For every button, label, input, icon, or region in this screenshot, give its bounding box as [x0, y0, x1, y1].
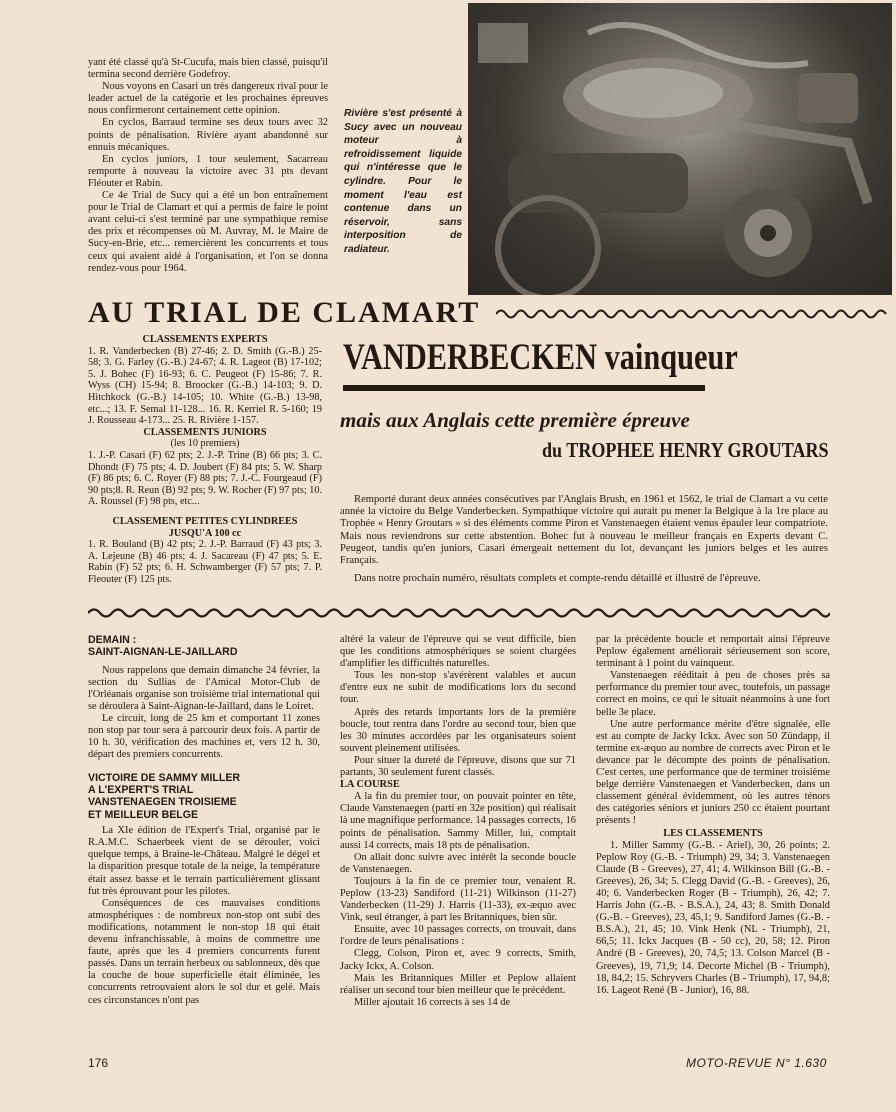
headline: VANDERBECKEN vainqueur: [343, 337, 738, 378]
article-paragraph: Miller ajoutait 16 corrects à ses 14 de: [354, 996, 511, 1008]
petites-results: 1. R. Bouland (B) 42 pts; 2. J.-P. Barraud (F) 43 pts; 3. A. Lejeune (B) 46 pts; 4. J. Sacareau (F) 47 pts; 5. E. Rabin (F) 52 pts; 6. H. Schwamberger (F) 57 pts; 7. P. Fleouter (F) 125 pts.: [88, 539, 322, 585]
article-paragraph: Mais les Britanniques Miller et Peplow allaient réaliser un second tour bien meilleur que le précédent.: [340, 972, 576, 996]
lead-paragraph: Remporté durant deux années consécutives par l'Anglais Brush, en 1961 et 1562, le trial de Clamart a vu cette année la victoire du Belge Vanderbecken. Sympathique victoire qui aurait pu mener la Belgique à la 1re place au Trophée « Henry Groutars » si des éléments comme Piron et Vanstenaegen étaient venus épauler leur compatriote. Mais nous reviendrons sur cette abstention. Bohec fut à nouveau le meilleur français en Experts devant C. Peugeot, tandis qu'en juniors, Casari émergeait nettement du lot, devançant les juniors belges et les autres Français.: [340, 494, 828, 567]
article-paragraph: Le circuit, long de 25 km et comportant 11 zones non stop par tour sera à parcourir deux fois. A partir de 10 h. 30, vérification des machines et, vers 12 h. 30, départ des premiers concurrents.: [88, 713, 320, 761]
article-paragraph: Une autre performance mérite d'être signalée, elle est au compte de Jacky Ickx. Avec son 50 Zündapp, il termine ex-æquo au nombre de corrects avec Piron et le devance par le décompte des points de pénalisation. C'est certes, une performance que de terminer troisième belge derrière Vanstenaegen et Vanderbecken, dans un classement général évidemment, où les autres ténors des catégories séniors et juniors 250 cc étaient pourtant présents !: [596, 718, 830, 827]
article-paragraph: Clegg, Colson, Piron et, avec 9 corrects, Smith, Jacky Ickx, A. Colson.: [340, 948, 576, 972]
article-paragraph: On allait donc suivre avec intérêt la seconde boucle de Vanstenaegen.: [340, 851, 576, 875]
juniors-results: 1. J.-P. Casari (F) 62 pts; 2. J.-P. Trine (B) 66 pts; 3. C. Dhondt (F) 75 pts; 4. D. Joubert (F) 84 pts; 5. W. Sharp (F) 86 pts; 6. C. Royer (F) 88 pts; 7. J.-C. Fourgeaud (F) 90 pts;8. R. Reun (B) 92 pts; 9. W. Rocher (F) 97 pts; 10. A. Roussel (F) 98 pts, etc...: [88, 449, 322, 508]
lead-text: [340, 494, 828, 585]
article-paragraph: Ensuite, avec 10 passages corrects, on trouvait, dans l'ordre de leurs pénalisations :: [340, 924, 576, 948]
article-paragraph: Vanstenaegen rééditait à peu de choses près sa performance du premier tour avec, toutefois, un passage correct en moins, ce qui le situait néanmoins à une fort belle 3e place.: [596, 670, 830, 718]
article-heading: SAINT-AIGNAN-LE-JAILLARD: [88, 646, 238, 659]
headline-rule: [343, 385, 705, 391]
photo-caption: Rivière s'est présenté à Sucy avec un nouveau moteur à refroidissement liquide qui n'intéresse que le cylindre. Pour le moment l'eau est contenue dans un réservoir, sans interposition de radiateur.: [344, 108, 462, 255]
intro-paragraph: Ce 4e Trial de Sucy qui a été un bon entraînement pour le Trial de Clamart et qui a permis de faire le point avant celui-ci s'est terminé par une sympathique remise des prix et récompenses où M. Auvray, M. le Maire de Sucy-en-Brie, etc... remercièrent les concurrents et tous ceux qui avaient aidé à l'organisation, et l'on se donna rendez-vous pour 1964.: [88, 190, 328, 274]
article-paragraph: A la fin du premier tour, on pouvait pointer en tête, Claude Vanstenaegen (parti en 32e position) qui réalisait là une magnifique performance. 14 passages corrects, 16 points de pénalisation. Sammy Miller, lui, comptait aussi 14 corrects, mais 18 pts de pénalisation.: [340, 791, 576, 851]
article-heading: A L'EXPERT'S TRIAL: [88, 783, 194, 796]
article-column-3: [596, 634, 830, 997]
experts-results: 1. R. Vanderbecken (B) 27-46; 2. D. Smith (G.-B.) 25-58; 3. G. Farley (G.-B.) 24-67; 4. R. Lageot (B) 17-102; 5. J. Bohec (F) 16-93; 6. C. Peugeot (F) 15-86; 7. R. Wyss (CH) 15-94; 8. Broocker (G.-B.) 14-103; 9. D. Hitchkock (G.-B.) 14-105; 10. White (G.-B.) 13-98, etc...; 13. F. Semal 11-128... 16. R. Kerriel R. 5-160; 19 J. Rousseau 4-173... 25. R. Rivière 1-157.: [88, 345, 322, 427]
article-column-2: [340, 634, 576, 1009]
article-heading: VANSTENAEGEN TROISIEME: [88, 796, 237, 809]
page-number: 176: [88, 1056, 109, 1070]
experts-heading: CLASSEMENTS EXPERTS: [142, 334, 268, 345]
subheadline: mais aux Anglais cette première épreuve: [340, 408, 690, 432]
article-paragraph: Toujours à la fin de ce premier tour, venaient R. Peplow (13-23) Sandiford (11-21) Wilkinson (11-27) Vanderbecken (11-29) J. Harris (11-33), ex-æquo avec Vink, seul étranger, à part les Britanniques, bien sûr.: [340, 875, 576, 924]
article-paragraph: Tous les non-stop s'avérèrent valables et aucun d'entre eux ne subit de modifications lors du second tour.: [340, 670, 576, 706]
lead-paragraph: Dans notre prochain numéro, résultats complets et compte-rendu détaillé et illustré de l'épreuve.: [354, 573, 761, 585]
magazine-issue: MOTO-REVUE N° 1.630: [686, 1056, 827, 1070]
article-heading: DEMAIN :: [88, 634, 137, 646]
article-heading: ET MEILLEUR BELGE: [88, 808, 199, 821]
juniors-heading: CLASSEMENTS JUNIORS: [143, 426, 267, 438]
intro-paragraph: En cyclos, Barraud termine ses deux tours avec 32 points de pénalisation. Rivière ayant abandonné sur ennuis mécaniques.: [88, 117, 328, 153]
decorative-wave-rule: [496, 307, 888, 321]
article-paragraph: Après des retards importants lors de la première boucle, tout rentra dans l'ordre au second tour, bien que les 30 minutes accordées par les organisateurs soient souvent pleinement utilisées.: [340, 706, 576, 754]
article-column-1: [88, 634, 320, 1007]
motorcycle-engine-photo: [468, 3, 892, 295]
subheadline-trophy: du TROPHEE HENRY GROUTARS: [542, 438, 829, 462]
classements-box: [88, 334, 322, 585]
article-heading: LA COURSE: [340, 779, 400, 791]
decorative-wave-separator: [88, 606, 830, 620]
article-paragraph: Pour situer la dureté de l'épreuve, disons que sur 71 partants, 30 seulement furent classés.: [340, 754, 576, 779]
article-heading: VICTOIRE DE SAMMY MILLER: [88, 771, 241, 784]
intro-text: [88, 57, 328, 275]
petites-heading: CLASSEMENT PETITES CYLINDREES: [112, 515, 298, 527]
article-paragraph: Nous rappelons que demain dimanche 24 février, la section du Sullias de l'Amical Motor-Club de l'Orléanais organise son troisième trial international qui se déroulera à Saint-Aignan-le-Jaillard, dans le Loiret.: [88, 664, 320, 713]
article-paragraph: par la précédente boucle et remportait ainsi l'épreuve Peplow également améliorait sérieusement son score, terminant à 1 point du vainqueur.: [596, 634, 830, 670]
intro-paragraph: yant été classé qu'à St-Cucufa, mais bien classé, puisqu'il termina second derrière Godefroy.: [88, 57, 328, 81]
results-list: 1. Miller Sammy (G.-B. - Ariel), 30, 26 points; 2. Peplow Roy (G.-B. - Triumph) 29, 34; 3. Vanstenaegen Claude (B - Greeves), 27, 41; 4. Wilkinson Bill (G.-B. - Greeves), 26, 34; 5. Clegg David (G.-B. - Greeves), 26, 40; 6. Vanderbecken Roger (B - Triumph), 26, 42; 7. Harris John (G.-B. - B.S.A.), 24, 43; 8. Smith Donald (G.-B. - Greeves), 23, 45,1; 9. Sandiford James (G.-B. - B.S.A.), 21, 45; 10. Vink Henk (NL - Triumph), 21, 66,5; 11. Ickx Jacques (B - 50 cc), 20, 58; 12. Piron André (B - Greeves), 20, 74,5; 13. Colson Marcel (B - Greeves), 19, 71,9; 14. Decorte Michel (B - Triumph), 18, 84,2; 15. Schryvers Charles (B - Triumph), 17, 94,8; 16. Lageot René (B - Junior), 16, 88.: [596, 839, 830, 996]
intro-paragraph: Nous voyons en Casari un très dangereux rival pour le leader actuel de la catégorie et les prochaines épreuves nous confirmeront certainement cette opinion.: [88, 81, 328, 117]
article-paragraph: Conséquences de ces mauvaises conditions atmosphériques : de nombreux non-stop ont subi des modifications, notamment le non-stop 18 qui était devenu infranchissable, à moins de commettre une faute, après que les 4 premiers concurrents furent passés. Dans un terrain herbeux ou sablonneux, dès que la couche de boue superficielle était éliminée, les concurrents retrouvaient alors le sol dur et gelé. Mais ces circonstances n'ont pas: [88, 897, 320, 1006]
intro-paragraph: En cyclos juniors, 1 tour seulement, Sacarreau remporte à nouveau la victoire avec 31 pts devant Fléouter et Rabin.: [88, 153, 328, 189]
juniors-subheading: (les 10 premiers): [170, 438, 240, 450]
section-title: AU TRIAL DE CLAMART: [88, 296, 481, 329]
article-paragraph: altéré la valeur de l'épreuve qui se veut difficile, bien que les conditions atmosphériques se soient chargées d'amplifier les difficultés naturelles.: [340, 634, 576, 670]
petites-subheading: JUSQU'A 100 cc: [168, 527, 242, 539]
results-heading: LES CLASSEMENTS: [663, 827, 763, 839]
article-paragraph: La XIe édition de l'Expert's Trial, organisé par le R.A.M.C. Schaerbeek vient de se dérouler, voici quelque temps, à Braine-le-Château. Malgré le dégel et la disparition presque totale de la neige, la température était assez basse et le terrain particulièrement glissant fut très éprouvant pour les pilotes.: [88, 825, 320, 897]
